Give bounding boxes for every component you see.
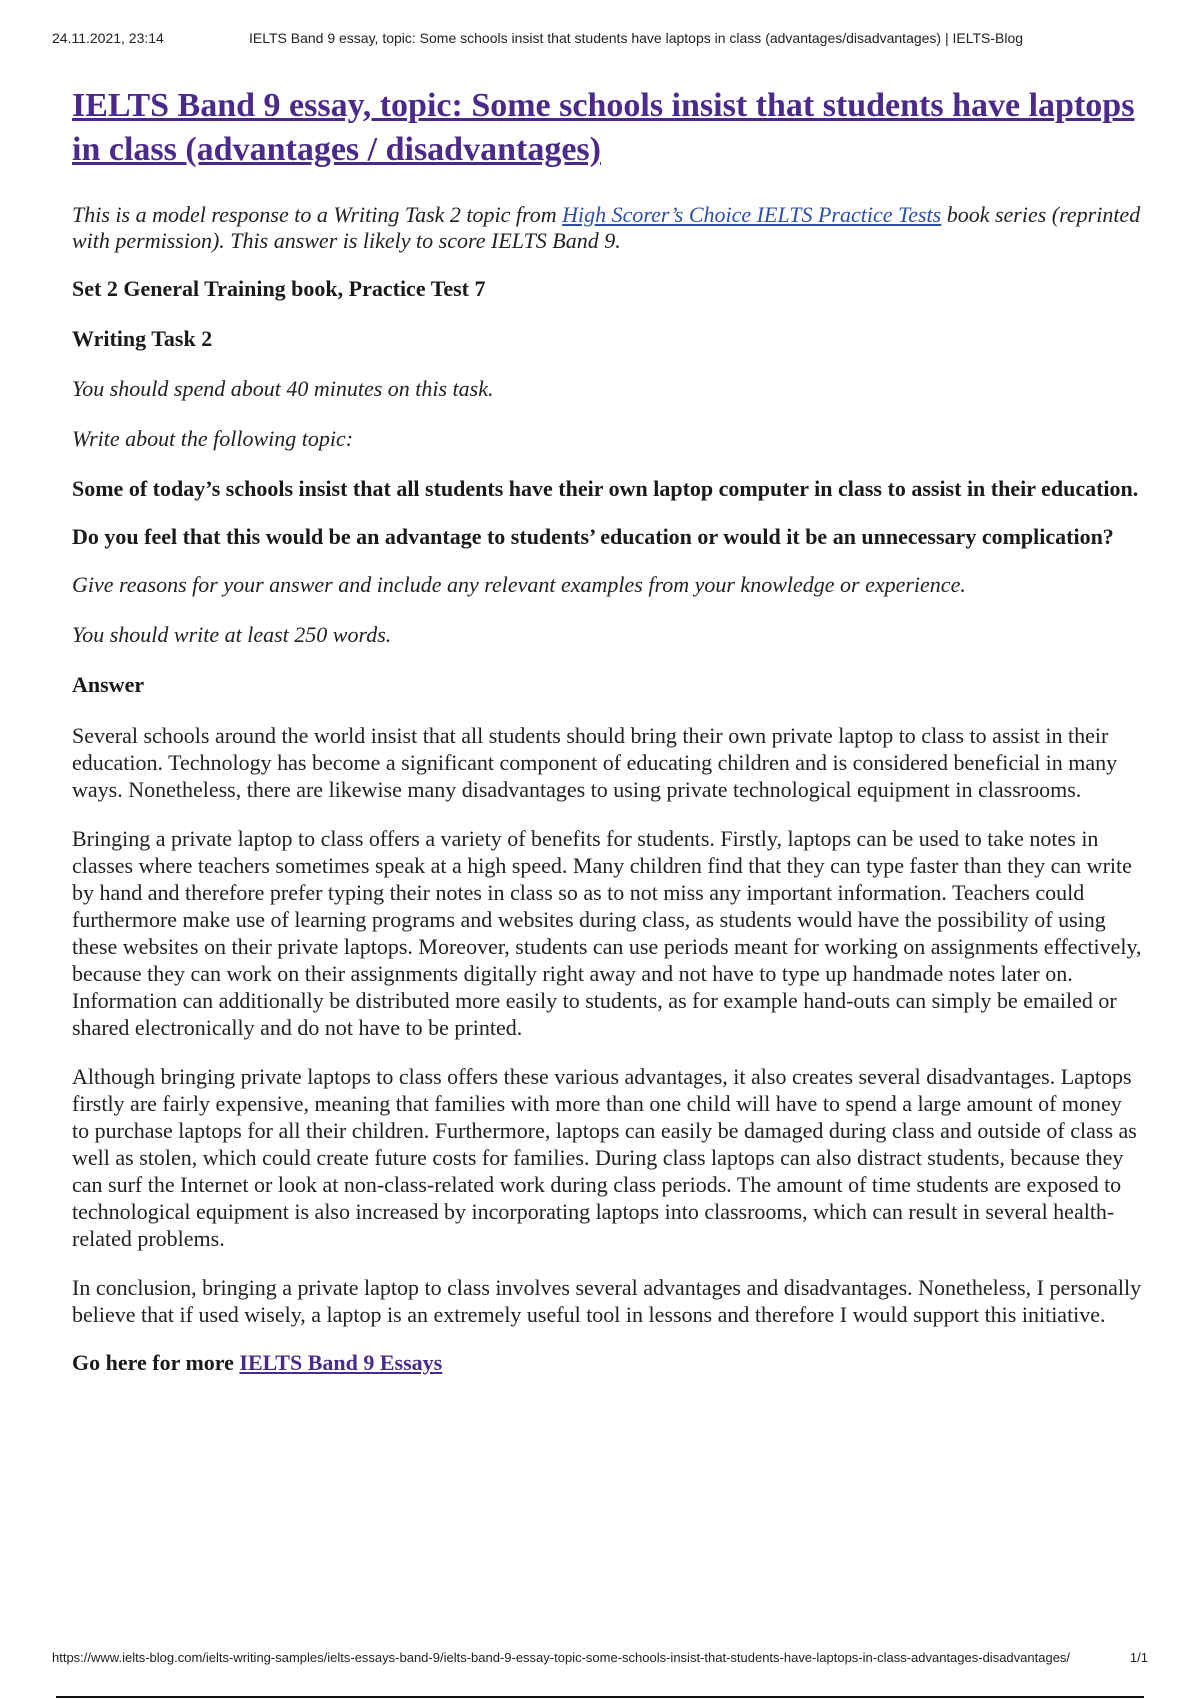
intro-text-after: book series (reprinted with permission). This answer is likely to score IELTS Band 9. — [72, 202, 1141, 253]
print-page-title: IELTS Band 9 essay, topic: Some schools insist that students have laptops in class (advantages/disadvantages) | IELTS-Blog — [249, 30, 1024, 46]
book-series-link[interactable]: High Scorer’s Choice IELTS Practice Tests — [562, 202, 942, 227]
print-datetime: 24.11.2021, 23:14 — [52, 30, 164, 46]
topic-instruction: Write about the following topic: — [72, 426, 354, 451]
essay-paragraph-advantages: Bringing a private laptop to class offers a variety of benefits for students. Firstly, laptops can be used to take notes in classes where teachers sometimes speak at a high speed. Many children find that they can type faster than they can write by hand and therefore prefer typing their notes in class so as to not miss any important information. Teachers could furthermore make use of learning programs and websites during class, as students would have the possibility of using these websites on their private laptops. Moreover, students can use periods meant for working on assignments effectively, because they can work on their assignments digitally right away and not have to type up handmade notes later on. Information can additionally be distributed more easily to students, as for example hand-outs can simply be emailed or shared electronically and do not have to be printed. — [72, 826, 1142, 1040]
essay-paragraph-conclusion: In conclusion, bringing a private laptop to class involves several advantages and disadvantages. Nonetheless, I personally believe that if used wisely, a laptop is an extremely useful tool in lessons and therefore I would support this initiative. — [72, 1275, 1142, 1327]
print-url: https://www.ielts-blog.com/ielts-writing-samples/ielts-essays-band-9/ielts-band-9-essay-topic-some-schools-insist-that-students-have-laptops-in-class-advantages-disadvantages/ — [52, 1650, 1071, 1665]
article-content — [72, 84, 1142, 1376]
more-essays-link[interactable]: IELTS Band 9 Essays — [239, 1350, 443, 1375]
print-header — [52, 30, 1148, 50]
article-title — [72, 84, 1142, 172]
reasons-instruction: Give reasons for your answer and include any relevant examples from your knowledge or experience. — [72, 572, 966, 597]
more-essays-line — [72, 1350, 1142, 1376]
essay-paragraph-intro: Several schools around the world insist that all students should bring their own private laptop to class to assist in their education. Technology has become a significant component of educating children and is considered beneficial in many ways. Nonetheless, there are likewise many disadvantages to using private technological equipment in classrooms. — [72, 723, 1118, 802]
task-line: Writing Task 2 — [72, 326, 213, 351]
article-title-link[interactable]: IELTS Band 9 essay, topic: Some schools insist that students have laptops in class (advantages / disadvantages) — [72, 87, 1135, 168]
time-instruction: You should spend about 40 minutes on this task. — [72, 376, 494, 401]
print-footer — [52, 1650, 1148, 1670]
print-page-number: 1/1 — [1129, 1650, 1148, 1665]
set-line: Set 2 General Training book, Practice Test 7 — [72, 276, 486, 301]
more-prefix: Go here for more — [72, 1350, 240, 1375]
intro-paragraph — [72, 202, 1142, 254]
answer-heading: Answer — [72, 672, 145, 697]
essay-paragraph-disadvantages: Although bringing private laptops to class offers these various advantages, it also creates several disadvantages. Laptops firstly are fairly expensive, meaning that families with more than one child will have to spend a large amount of money to purchase laptops for all their children. Furthermore, laptops can easily be damaged during class and outside of class as well as stolen, which could create future costs for families. During class laptops can also distract students, because they can surf the Internet or look at non-class-related work during class periods. The amount of time students are exposed to technological equipment is also increased by incorporating laptops into classrooms, which can result in several health-related problems. — [72, 1064, 1137, 1251]
bottom-divider — [56, 1696, 1144, 1698]
essay-body — [72, 722, 1142, 1328]
prompt-statement: Some of today’s schools insist that all students have their own laptop computer in class to assist in their education. — [72, 476, 1139, 501]
intro-text-before: This is a model response to a Writing Task 2 topic from — [72, 202, 563, 227]
prompt-question: Do you feel that this would be an advantage to students’ education or would it be an unnecessary complication? — [72, 524, 1114, 549]
words-instruction: You should write at least 250 words. — [72, 622, 392, 647]
